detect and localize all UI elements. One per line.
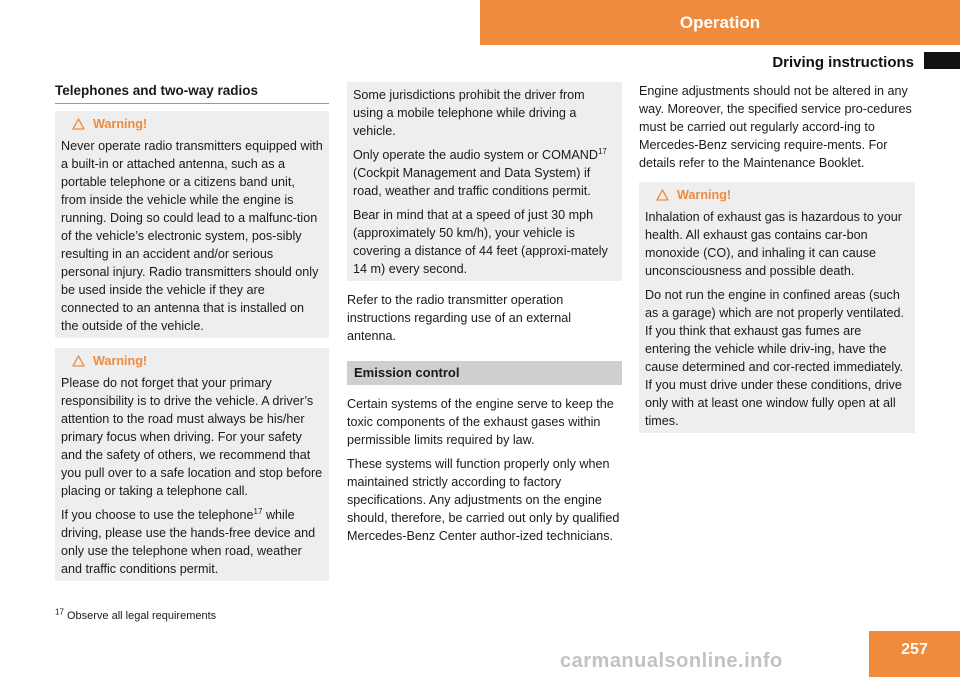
column-1 [55,82,329,591]
warning-title: Warning! [61,115,323,133]
warning-title: Warning! [61,352,323,370]
note-text: Bear in mind that at a speed of just 30 mph (approximately 50 km/h), your vehicle is covering a distance of 44 feet (approxi-mately 14 m) every second. [353,208,608,276]
warning-triangle-icon [656,189,669,201]
column-3 [639,82,915,443]
footnote-text: Observe all legal requirements [66,610,217,622]
paragraph: These systems will function properly only when maintained strictly according to factory specifications. Any adjustments on the engine should, therefore, be carried out only by qualified Mercedes-Benz Center author-ized technicians. [347,457,620,543]
footnote [55,607,217,622]
section-tab [480,0,960,45]
warning-title: Warning! [645,186,909,204]
paragraph: Engine adjustments should not be altered in any way. Moreover, the specified service pro-cedures must be carried out regularly accord-ing to Mercedes-Benz servicing require-ments. For details refer to the Maintenance Booklet. [639,84,912,170]
page-marker [924,52,960,69]
warning-text: Inhalation of exhaust gas is hazardous to your health. All exhaust gas contains car-bon monoxide (CO), and inhaling it can cause unconsciousness and possible death. [645,210,902,278]
page-number: 257 [869,631,960,677]
warning-text: If you choose to use the telephone$^{17}$ while driving, please use the hands-free device and only use the telephone when road, weather and traffic conditions permit. [61,506,316,576]
footnote-ref: 17 [597,146,607,156]
warning-box-exhaust [639,182,915,433]
note-text: Only operate the audio system or COMAND$^{17}$ (Cockpit Management and Data System) if road, weather and traffic conditions permit. [353,146,607,198]
column-2 [347,82,622,551]
section-heading-emission: Emission control [347,361,622,385]
paragraph: Refer to the radio transmitter operation instructions regarding use of an external antenna. [347,293,572,343]
warning-text: Do not run the engine in confined areas (such as a garage) which are not properly ventilated. If you think that exhaust gas fumes are entering the vehicle while driv-ing, have the cause determined and cor-rected immediately. If you must drive under these conditions, drive only with at least one window fully open at all times. [645,288,905,428]
footnote-ref: 17 [253,506,263,516]
note-box-telephone [347,82,622,281]
warning-text: Never operate radio transmitters equipped with a built-in or attached antenna, such as a portable telephone or a citizens band unit, from inside the vehicle while the engine is running. Doing so could lead to a malfunc-tion of the vehicle’s electronic system, pos-sibly resulting in an accident and/or serious personal injury. Radio transmitters should only be used inside the vehicle if they are connected to an antenna that is installed on the outside of the vehicle. [61,139,323,333]
warning-text: Please do not forget that your primary responsibility is to drive the vehicle. A driver’s attention to the road must always be his/her primary focus when driving. For your safety and the safety of others, we recommend that you pull over to a safe location and stop before placing or taking a telephone call. [61,376,323,498]
subsection-title: Driving instructions [772,54,914,71]
footnote-marker: 17 [55,607,64,617]
warning-box-radio [55,111,329,338]
paragraph: Certain systems of the engine serve to keep the toxic components of the exhaust gases within permissible limits required by law. [347,397,614,447]
heading-telephones: Telephones and two-way radios [55,82,329,104]
watermark: carmanualsonline.info [560,650,783,672]
section-title: Operation [679,12,761,32]
warning-triangle-icon [72,355,85,367]
warning-box-telephone [55,348,329,581]
warning-triangle-icon [72,118,85,130]
note-text: Some jurisdictions prohibit the driver from using a mobile telephone while driving a vehicle. [353,88,585,138]
